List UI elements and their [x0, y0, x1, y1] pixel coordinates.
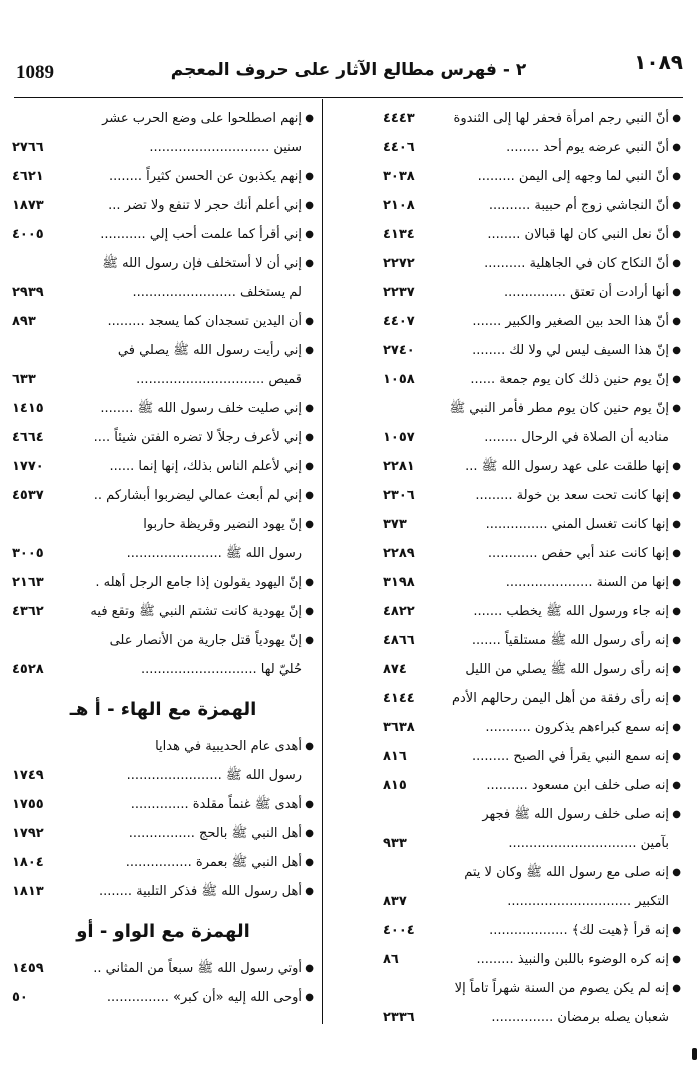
entry-number: ٢٧٦٦: [12, 140, 44, 155]
bullet-icon: ●: [672, 113, 681, 124]
entry-number: ٤١٤٤: [383, 691, 415, 706]
entry-number: ٤١٣٤: [383, 227, 415, 242]
bullet-icon: ●: [305, 828, 314, 839]
entry-text: إنها كانت تغسل المني ...............: [485, 517, 669, 532]
page-header: [14, 48, 683, 98]
bullet-icon: ●: [672, 954, 681, 965]
bullet-icon: ●: [672, 258, 681, 269]
entry-number: ١٨٧٣: [12, 198, 44, 213]
entry-number: ٤٦٢١: [12, 169, 44, 184]
entry-text: أهدى ﷺ غنماً مقلدة ..............: [130, 797, 302, 812]
entry-text: إنّ يوم حنين كان يوم مطر فأمر النبي ﷺ: [449, 401, 669, 416]
entry-text: أنّ النبي لما وجهه إلى اليمن .........: [477, 169, 669, 184]
bullet-icon: ●: [672, 722, 681, 733]
index-entry: [383, 887, 681, 916]
entry-number: [383, 974, 441, 1003]
bullet-icon: [302, 761, 314, 790]
index-entry: [383, 713, 681, 742]
bullet-icon: ●: [672, 751, 681, 762]
bullet-icon: ●: [672, 809, 681, 820]
entry-text: أوتي رسول الله ﷺ سبعاً من المثاني ..: [93, 961, 302, 976]
bullet-icon: [302, 278, 314, 307]
entry-text: أهل النبي ﷺ بالحج ................: [128, 826, 302, 841]
bullet-icon: ●: [305, 799, 314, 810]
bullet-icon: ●: [305, 345, 314, 356]
entry-text: أنّ النبي رجم امرأة فحفر لها إلى الثندوة: [453, 111, 669, 126]
bullet-icon: [669, 1003, 681, 1032]
index-entry: [383, 684, 681, 713]
entry-text: إنه كره الوضوء باللبن والنبيذ .........: [476, 952, 669, 967]
index-entry: [383, 742, 681, 771]
entry-number: ٢٩٣٩: [12, 285, 44, 300]
entry-text: إنهم اصطلحوا على وضع الحرب عشر: [102, 111, 302, 126]
hamza-ha-entries: [12, 732, 314, 906]
entry-text: إنّ يهود النضير وقريظة حاربوا: [143, 517, 302, 532]
entry-number: ١٠٥٧: [383, 430, 415, 445]
entry-number: ٤٤٠٧: [383, 314, 415, 329]
entry-number: ٨١٥: [383, 778, 407, 793]
entry-text: إني صليت خلف رسول الله ﷺ ........: [100, 401, 302, 416]
bullet-icon: ●: [672, 867, 681, 878]
bullet-icon: ●: [672, 664, 681, 675]
entry-number: ١٤١٥: [12, 401, 44, 416]
bullet-icon: ●: [305, 577, 314, 588]
index-entry: [12, 249, 314, 278]
bullet-icon: [669, 829, 681, 858]
bullet-icon: [302, 655, 314, 684]
entry-text: إني لأعلم الناس بذلك، إنها إنما ......: [109, 459, 302, 474]
entry-text: أنّ النجاشي زوج أم حبيبة ..........: [488, 198, 669, 213]
index-entry: [383, 539, 681, 568]
bullet-icon: [669, 887, 681, 916]
entry-text: التكبير ..............................: [507, 894, 669, 909]
bullet-icon: [302, 133, 314, 162]
entry-number: [12, 249, 70, 278]
index-entry: [12, 761, 314, 790]
right-column: [383, 104, 681, 1032]
bullet-icon: ●: [672, 229, 681, 240]
bullet-icon: ●: [672, 577, 681, 588]
entry-text: أنّ النبي عرضه يوم أحد ........: [506, 140, 669, 155]
index-entry: [12, 954, 314, 983]
index-entry: [383, 655, 681, 684]
bullet-icon: ●: [305, 229, 314, 240]
entry-number: ٦٣٣: [12, 372, 36, 387]
index-entry: [12, 597, 314, 626]
bullet-icon: ●: [672, 345, 681, 356]
entry-text: إني أقرأ كما علمت أحب إلي ...........: [100, 227, 302, 242]
entry-number: [12, 510, 70, 539]
entry-number: [383, 394, 441, 423]
entry-text: إنه صلى خلف ابن مسعود ..........: [486, 778, 669, 793]
entry-text: إنّ يهودياً قتل جارية من الأنصار على: [109, 633, 302, 648]
page-number-latin: 1089: [16, 62, 54, 83]
entry-text: أهل النبي ﷺ بعمرة ................: [125, 855, 302, 870]
page-number-arabic: ١٠٨٩: [634, 50, 683, 74]
index-entry: [12, 732, 314, 761]
entry-number: ٤٦٦٤: [12, 430, 44, 445]
column-divider: [322, 99, 323, 1024]
index-entry: [383, 162, 681, 191]
index-entry: [383, 974, 681, 1003]
bullet-icon: ●: [305, 200, 314, 211]
entry-text: إنّ اليهود يقولون إذا جامع الرجل أهله .: [95, 575, 302, 590]
index-entry: [383, 626, 681, 655]
entry-text: إنه صلى مع رسول الله ﷺ وكان لا يتم: [464, 865, 669, 880]
entry-number: ١٤٥٩: [12, 961, 44, 976]
entry-number: ١٧٤٩: [12, 768, 44, 783]
entry-number: ٢٢٣٧: [383, 285, 415, 300]
entry-text: إنه رأى رسول الله ﷺ يصلي من الليل: [465, 662, 669, 677]
index-entry: [383, 220, 681, 249]
index-entry: [383, 278, 681, 307]
entry-number: ٤٠٠٥: [12, 227, 44, 242]
entry-text: أنها أرادت أن تعتق ...............: [503, 285, 669, 300]
bullet-icon: ●: [305, 113, 314, 124]
index-entry: [12, 983, 314, 1012]
bullet-icon: ●: [305, 886, 314, 897]
entry-number: ٢١٠٨: [383, 198, 415, 213]
entry-number: ٣٧٣: [383, 517, 407, 532]
entry-text: أنّ النكاح كان في الجاهلية ..........: [484, 256, 669, 271]
entry-number: ٢١٦٣: [12, 575, 44, 590]
hamza-waw-entries: [12, 954, 314, 1012]
index-entry: [12, 790, 314, 819]
page-edge-mark: [692, 1048, 697, 1060]
index-entry: [12, 278, 314, 307]
bullet-icon: ●: [305, 461, 314, 472]
bullet-icon: ●: [672, 519, 681, 530]
entry-number: ٨١٦: [383, 749, 407, 764]
index-entry: [383, 568, 681, 597]
entry-text: أوحى الله إليه «أن كبر» ...............: [106, 990, 302, 1005]
entry-number: ٩٣٣: [383, 836, 407, 851]
bullet-icon: ●: [672, 287, 681, 298]
entry-text: إنه قرأ ﴿هيت لك﴾ ...................: [489, 923, 669, 938]
entry-text: لم يستخلف .........................: [132, 285, 302, 300]
bullet-icon: ●: [305, 963, 314, 974]
index-entry: [12, 220, 314, 249]
bullet-icon: ●: [305, 857, 314, 868]
bullet-icon: ●: [672, 780, 681, 791]
bullet-icon: [302, 365, 314, 394]
index-entry: [12, 452, 314, 481]
entry-text: إني لم أبعث عمالي ليضربوا أبشاركم ..: [93, 488, 302, 503]
entry-number: [12, 104, 70, 133]
index-entry: [383, 771, 681, 800]
index-entry: [12, 394, 314, 423]
entry-number: ٢٢٧٢: [383, 256, 415, 271]
index-entry: [383, 858, 681, 887]
section-heading-hamza-ha: الهمزة مع الهاء - أ هـ: [69, 699, 257, 720]
index-entry: [383, 249, 681, 278]
bullet-icon: ●: [305, 606, 314, 617]
bullet-icon: ●: [305, 741, 314, 752]
index-entry: [12, 423, 314, 452]
entry-text: رسول الله ﷺ .......................: [126, 546, 302, 561]
index-entry: [12, 539, 314, 568]
bullet-icon: [669, 423, 681, 452]
index-entry: [383, 597, 681, 626]
index-entry: [383, 916, 681, 945]
left-column-entries: [12, 104, 314, 684]
entry-text: شعبان يصله برمضان ...............: [491, 1010, 669, 1025]
bullet-icon: ●: [672, 693, 681, 704]
index-entry: [383, 481, 681, 510]
entry-text: إنه صلى خلف رسول الله ﷺ فجهر: [482, 807, 669, 822]
entry-number: ١٨٠٤: [12, 855, 44, 870]
index-entry: [12, 307, 314, 336]
index-entry: [12, 510, 314, 539]
bullet-icon: ●: [305, 519, 314, 530]
bullet-icon: ●: [672, 171, 681, 182]
bullet-icon: ●: [672, 374, 681, 385]
index-entry: [12, 104, 314, 133]
index-entry: [12, 481, 314, 510]
entry-number: ٨٣٧: [383, 894, 407, 909]
index-entry: [12, 877, 314, 906]
entry-number: ١٧٥٥: [12, 797, 44, 812]
bullet-icon: ●: [672, 983, 681, 994]
entry-text: إنهم يكذبون عن الحسن كثيراً ........: [108, 169, 302, 184]
entry-number: [383, 800, 441, 829]
entry-text: إني أن لا أستخلف فإن رسول الله ﷺ: [102, 256, 302, 271]
entry-text: حُليّ لها ............................: [140, 662, 302, 677]
bullet-icon: [302, 539, 314, 568]
bullet-icon: ●: [672, 142, 681, 153]
entry-number: ٢٣٣٦: [383, 1010, 415, 1025]
entry-number: ٤٤٠٦: [383, 140, 415, 155]
entry-text: إنه رأى رسول الله ﷺ مستلقياً .......: [471, 633, 669, 648]
entry-text: إنّ يوم حنين ذلك كان يوم جمعة ......: [470, 372, 669, 387]
index-entry: [12, 191, 314, 220]
entry-number: ١٧٧٠: [12, 459, 44, 474]
index-entry: [383, 452, 681, 481]
entry-number: ٤٠٠٤: [383, 923, 415, 938]
entry-text: إنها كانت عند أبي حفص ............: [487, 546, 669, 561]
bullet-icon: ●: [305, 316, 314, 327]
index-entry: [383, 945, 681, 974]
entry-number: ٤٨٦٦: [383, 633, 415, 648]
entry-text: أنّ نعل النبي كان لها قبالان ........: [487, 227, 669, 242]
bullet-icon: ●: [305, 490, 314, 501]
index-entry: [12, 133, 314, 162]
bullet-icon: ●: [672, 606, 681, 617]
index-entry: [12, 568, 314, 597]
entry-text: سنين .............................: [149, 140, 302, 155]
entry-number: ١٨١٣: [12, 884, 44, 899]
entry-number: ٤٨٢٢: [383, 604, 415, 619]
entry-text: إنها كانت تحت سعد بن خولة .........: [475, 488, 669, 503]
index-entry: [383, 800, 681, 829]
entry-number: ٢٢٨٩: [383, 546, 415, 561]
entry-number: ٨٧٤: [383, 662, 407, 677]
bullet-icon: ●: [305, 635, 314, 646]
entry-number: [12, 336, 70, 365]
index-entry: [383, 394, 681, 423]
running-title: ٢ - فهرس مطالع الآثار على حروف المعجم: [170, 60, 527, 80]
entry-number: ٣١٩٨: [383, 575, 415, 590]
entry-text: إنه جاء ورسول الله ﷺ يخطب .......: [473, 604, 669, 619]
index-entry: [12, 655, 314, 684]
index-entry: [383, 336, 681, 365]
index-entry: [383, 1003, 681, 1032]
entry-text: إنه سمع كبراءهم يذكرون ...........: [485, 720, 669, 735]
entry-number: ١٧٩٢: [12, 826, 44, 841]
left-column: [12, 104, 314, 1012]
entry-number: ٣٦٣٨: [383, 720, 415, 735]
entry-number: [12, 626, 70, 655]
index-entry: [383, 365, 681, 394]
index-entry: [12, 162, 314, 191]
entry-number: ٤٣٦٢: [12, 604, 44, 619]
index-entry: [12, 365, 314, 394]
bullet-icon: ●: [672, 461, 681, 472]
bullet-icon: ●: [672, 490, 681, 501]
entry-text: قميص ...............................: [136, 372, 302, 387]
entry-text: إني لأعرف رجلاً لا تضره الفتن شيئاً ....: [93, 430, 302, 445]
entry-text: إنها طلقت على عهد رسول الله ﷺ ...: [465, 459, 669, 474]
bullet-icon: ●: [305, 992, 314, 1003]
entry-number: ٥٠: [12, 990, 28, 1005]
entry-text: إنه لم يكن يصوم من السنة شهراً تاماً إلا: [454, 981, 669, 996]
bullet-icon: ●: [672, 925, 681, 936]
bullet-icon: ●: [672, 403, 681, 414]
entry-text: أنّ هذا الحد بين الصغير والكبير .......: [472, 314, 669, 329]
index-entry: [383, 191, 681, 220]
bullet-icon: ●: [305, 258, 314, 269]
header-rule: [14, 97, 683, 98]
section-heading-hamza-waw: الهمزة مع الواو - أو: [76, 921, 250, 942]
entry-text: إنّ هذا السيف ليس لي ولا لك ........: [472, 343, 669, 358]
entry-number: ٢٢٨١: [383, 459, 415, 474]
entry-text: أهدى عام الحديبية في هدايا: [155, 739, 302, 754]
bullet-icon: ●: [672, 316, 681, 327]
bullet-icon: ●: [672, 200, 681, 211]
entry-text: أهل رسول الله ﷺ فذكر التلبية ........: [98, 884, 302, 899]
entry-number: ٨٩٣: [12, 314, 36, 329]
entry-text: إنه رأى رفقة من أهل اليمن رحالهم الأدم: [451, 691, 669, 706]
entry-number: ٤٥٣٧: [12, 488, 44, 503]
bullet-icon: ●: [672, 635, 681, 646]
entry-text: أن اليدين تسجدان كما يسجد .........: [107, 314, 302, 329]
index-entry: [12, 626, 314, 655]
entry-text: إنها من السنة .....................: [505, 575, 669, 590]
index-entry: [383, 423, 681, 452]
entry-number: ٣٠٣٨: [383, 169, 415, 184]
index-entry: [383, 829, 681, 858]
bullet-icon: ●: [672, 548, 681, 559]
index-entry: [383, 510, 681, 539]
entry-text: بآمين ...............................: [508, 836, 669, 851]
index-entry: [383, 133, 681, 162]
index-entry: [12, 848, 314, 877]
entry-number: ٨٦: [383, 952, 399, 967]
bullet-icon: ●: [305, 171, 314, 182]
entry-text: إني أعلم أنك حجر لا تنفع ولا تضر ...: [108, 198, 302, 213]
entry-number: ٤٥٢٨: [12, 662, 44, 677]
entry-text: مناديه أن الصلاة في الرحال ........: [484, 430, 669, 445]
entry-text: إنّ يهودية كانت تشتم النبي ﷺ وتقع فيه: [90, 604, 302, 619]
entry-number: [12, 732, 70, 761]
entry-number: ٢٣٠٦: [383, 488, 415, 503]
bullet-icon: ●: [305, 432, 314, 443]
entry-number: ١٠٥٨: [383, 372, 415, 387]
entry-text: إنه سمع النبي يقرأ في الصبح .........: [472, 749, 669, 764]
entry-number: ٣٠٠٥: [12, 546, 44, 561]
index-entry: [12, 336, 314, 365]
entry-number: ٤٤٤٣: [383, 111, 415, 126]
index-entry: [383, 307, 681, 336]
bullet-icon: ●: [305, 403, 314, 414]
index-entry: [12, 819, 314, 848]
entry-number: [383, 858, 441, 887]
entry-number: ٢٧٤٠: [383, 343, 415, 358]
index-entry: [383, 104, 681, 133]
entry-text: إني رأيت رسول الله ﷺ يصلي في: [117, 343, 302, 358]
entry-text: رسول الله ﷺ .......................: [126, 768, 302, 783]
